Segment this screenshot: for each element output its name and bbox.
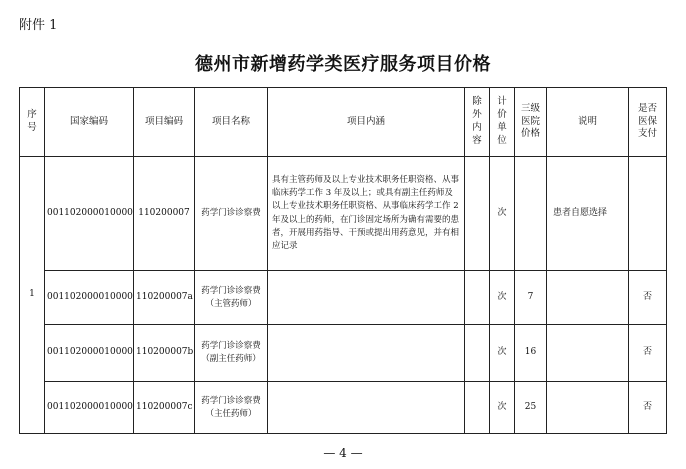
content-cell: [268, 382, 465, 434]
table-row: [20, 271, 667, 325]
content-cell: [268, 325, 465, 382]
national-code-cell: 001102000010000: [45, 271, 134, 325]
header-price: [515, 88, 547, 157]
note-cell: 患者自愿选择: [547, 157, 629, 271]
header-item-code: 项目编码: [134, 88, 195, 157]
insurance-cell: [629, 157, 667, 271]
header-item-name: 项目名称: [195, 88, 268, 157]
item-name-line1: 药学门诊诊察费: [201, 395, 261, 406]
table-row: [20, 325, 667, 382]
exclusions-cell: [465, 325, 490, 382]
table-header-row: [20, 88, 667, 157]
item-name-line1: 药学门诊诊察费: [201, 341, 261, 352]
item-code-cell: 110200007a: [134, 271, 195, 325]
note-cell: [547, 382, 629, 434]
content-cell: 具有主管药师及以上专业技术职务任职资格、从事临床药学工作 3 年及以上；或具有副主任药师及以上专业技术职务任职资格、从事临床药学工作 2 年及以上的药师，在门诊固定场所为确有需要的患者，开展用药指导、干预或提出用药意见，并有相应记录: [268, 157, 465, 271]
exclusions-cell: [465, 157, 490, 271]
item-name-cell: [195, 382, 268, 434]
item-name-line1: 药学门诊诊察费: [201, 208, 261, 219]
unit-cell: 次: [490, 325, 515, 382]
header-unit: [490, 88, 515, 157]
exclusions-cell: [465, 382, 490, 434]
header-insurance: [629, 88, 667, 157]
header-national-code: 国家编码: [45, 88, 134, 157]
item-name-line2: （副主任药师）: [201, 354, 261, 364]
item-name-cell: [195, 271, 268, 325]
item-name-line1: 药学门诊诊察费: [201, 285, 261, 296]
header-unit-text: 计价单位: [497, 96, 507, 146]
insurance-cell: 否: [629, 325, 667, 382]
content-cell: [268, 271, 465, 325]
header-note: 说明: [547, 88, 629, 157]
price-cell: 25: [515, 382, 547, 434]
insurance-cell: 否: [629, 271, 667, 325]
item-code-cell: 110200007b: [134, 325, 195, 382]
table-row: [20, 157, 667, 271]
note-cell: [547, 271, 629, 325]
seq-cell: 1: [20, 157, 45, 434]
header-content: 项目内涵: [268, 88, 465, 157]
attachment-label: 附件 1: [19, 18, 58, 33]
header-exclusions: [465, 88, 490, 157]
price-cell: 7: [515, 271, 547, 325]
header-insurance-text: 是否医保支付: [637, 102, 657, 140]
table-row: [20, 382, 667, 434]
national-code-cell: 001102000010000: [45, 157, 134, 271]
national-code-cell: 001102000010000: [45, 325, 134, 382]
exclusions-cell: [465, 271, 490, 325]
note-cell: [547, 325, 629, 382]
price-table: [19, 87, 667, 434]
national-code-cell: 001102000010000: [45, 382, 134, 434]
item-name-line2: （主管药师）: [205, 298, 257, 309]
price-cell: [515, 157, 547, 271]
header-price-text: 三级医院价格: [520, 102, 540, 140]
price-cell: 16: [515, 325, 547, 382]
unit-cell: 次: [490, 271, 515, 325]
unit-cell: 次: [490, 157, 515, 271]
insurance-cell: 否: [629, 382, 667, 434]
item-name-line2: （主任药师）: [205, 408, 257, 419]
item-code-cell: 110200007: [134, 157, 195, 271]
header-seq: [20, 88, 45, 157]
item-code-cell: 110200007c: [134, 382, 195, 434]
item-name-cell: [195, 157, 268, 271]
header-seq-text: 序号: [27, 109, 37, 133]
unit-cell: 次: [490, 382, 515, 434]
document-title: 德州市新增药学类医疗服务项目价格: [195, 54, 491, 75]
item-name-cell: [195, 325, 268, 382]
header-exclusions-text: 除外内容: [472, 96, 482, 146]
page-number: — 4 —: [323, 446, 363, 460]
